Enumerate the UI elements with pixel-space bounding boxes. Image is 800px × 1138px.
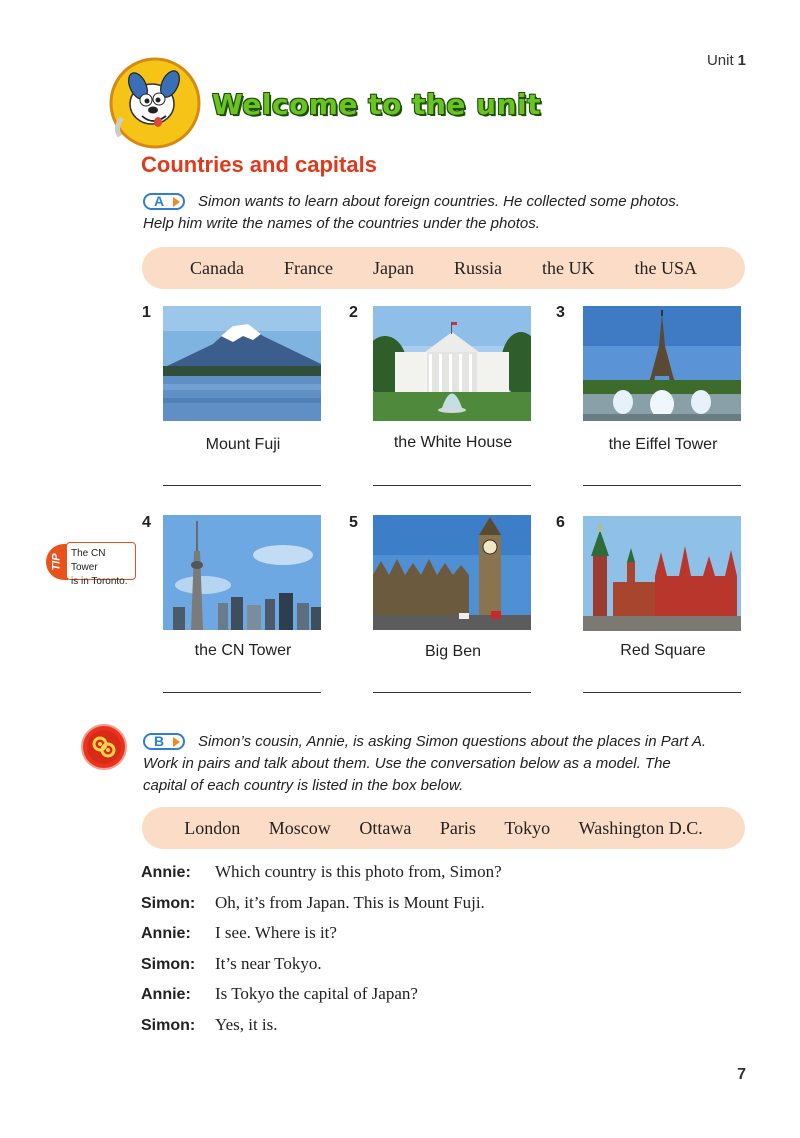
photo-number: 2 xyxy=(349,304,358,321)
speaker: Simon: xyxy=(141,955,196,973)
tip-box xyxy=(46,542,138,587)
photo-caption: the Eiffel Tower xyxy=(608,436,718,453)
capital-word: London xyxy=(184,817,241,838)
country-word: Russia xyxy=(453,257,502,278)
utterance: It’s near Tokyo. xyxy=(215,953,322,973)
country-word: France xyxy=(283,257,333,278)
dialogue xyxy=(141,862,502,1045)
dog-mascot-icon xyxy=(108,56,202,150)
speaker: Simon: xyxy=(141,1016,196,1034)
capital-word: Tokyo xyxy=(504,817,551,838)
photo-mount-fuji xyxy=(163,306,321,421)
photo-number: 5 xyxy=(349,514,358,531)
speaker: Annie: xyxy=(141,925,191,942)
photo-caption: the White House xyxy=(393,434,513,451)
section-title: Countries and capitals xyxy=(141,152,377,177)
capital-word-box xyxy=(142,807,745,849)
answer-line-3[interactable] xyxy=(583,485,741,486)
photo-red-square xyxy=(583,516,741,631)
country-word: Canada xyxy=(190,257,244,278)
utterance: Which country is this photo from, Simon? xyxy=(215,862,502,881)
answer-line-5[interactable] xyxy=(373,692,531,693)
capital-word: Ottawa xyxy=(359,817,412,838)
unit-number: 1 xyxy=(737,52,746,69)
photo-number: 4 xyxy=(142,514,151,531)
pair-work-icon xyxy=(80,723,128,771)
dialogue-line xyxy=(141,984,502,1015)
part-a-instruction: Simon wants to learn about foreign countries. He collected some photos. Help him write the names of the countries under the photos. xyxy=(143,193,680,232)
page-number: 7 xyxy=(737,1066,746,1083)
photo-caption: the CN Tower xyxy=(194,642,292,659)
speaker: Annie: xyxy=(141,864,191,881)
photo-caption: Red Square xyxy=(620,642,706,659)
answer-line-1[interactable] xyxy=(163,485,321,486)
photo-cn-tower xyxy=(163,515,321,630)
country-word: Japan xyxy=(372,257,414,278)
dialogue-line xyxy=(141,1015,502,1046)
photo-eiffel-tower xyxy=(583,306,741,421)
photo-caption: Big Ben xyxy=(424,643,482,660)
photo-number: 1 xyxy=(142,304,151,321)
utterance: Is Tokyo the capital of Japan? xyxy=(215,984,418,1003)
photo-big-ben xyxy=(373,515,531,630)
utterance: Yes, it is. xyxy=(215,1014,278,1034)
utterance: I see. Where is it? xyxy=(215,923,337,942)
capital-word: Moscow xyxy=(268,817,331,838)
dialogue-line xyxy=(141,893,502,924)
unit-label xyxy=(707,52,746,69)
part-a-badge: A xyxy=(143,193,185,210)
dialogue-line xyxy=(141,954,502,985)
speaker: Annie: xyxy=(141,986,191,1003)
part-b-badge: B xyxy=(143,733,185,750)
dialogue-line xyxy=(141,862,502,893)
part-b-instruction: Simon’s cousin, Annie, is asking Simon questions about the places in Part A. Work in pairs and talk about them. Use the conversation below as a model. The capital of each country is listed in the box below. xyxy=(143,733,707,794)
speaker: Simon: xyxy=(141,894,196,912)
answer-line-4[interactable] xyxy=(163,692,321,693)
country-word-box xyxy=(142,247,745,289)
page-title: Welcome to the unit xyxy=(212,88,541,121)
photo-caption: Mount Fuji xyxy=(205,436,281,453)
tip-tab: TIP xyxy=(46,544,68,580)
photo-number: 6 xyxy=(556,514,565,531)
country-word: the USA xyxy=(634,257,697,278)
answer-line-6[interactable] xyxy=(583,692,741,693)
unit-word: Unit xyxy=(706,52,734,69)
dialogue-line xyxy=(141,923,502,954)
country-word: the UK xyxy=(541,257,595,278)
utterance: Oh, it’s from Japan. This is Mount Fuji. xyxy=(215,892,485,912)
tip-text: The CN Tower is in Toronto. xyxy=(66,542,136,580)
capital-word: Washington D.C. xyxy=(578,817,703,838)
photo-white-house xyxy=(373,306,531,421)
photo-number: 3 xyxy=(556,304,565,321)
capital-word: Paris xyxy=(439,817,476,838)
answer-line-2[interactable] xyxy=(373,485,531,486)
